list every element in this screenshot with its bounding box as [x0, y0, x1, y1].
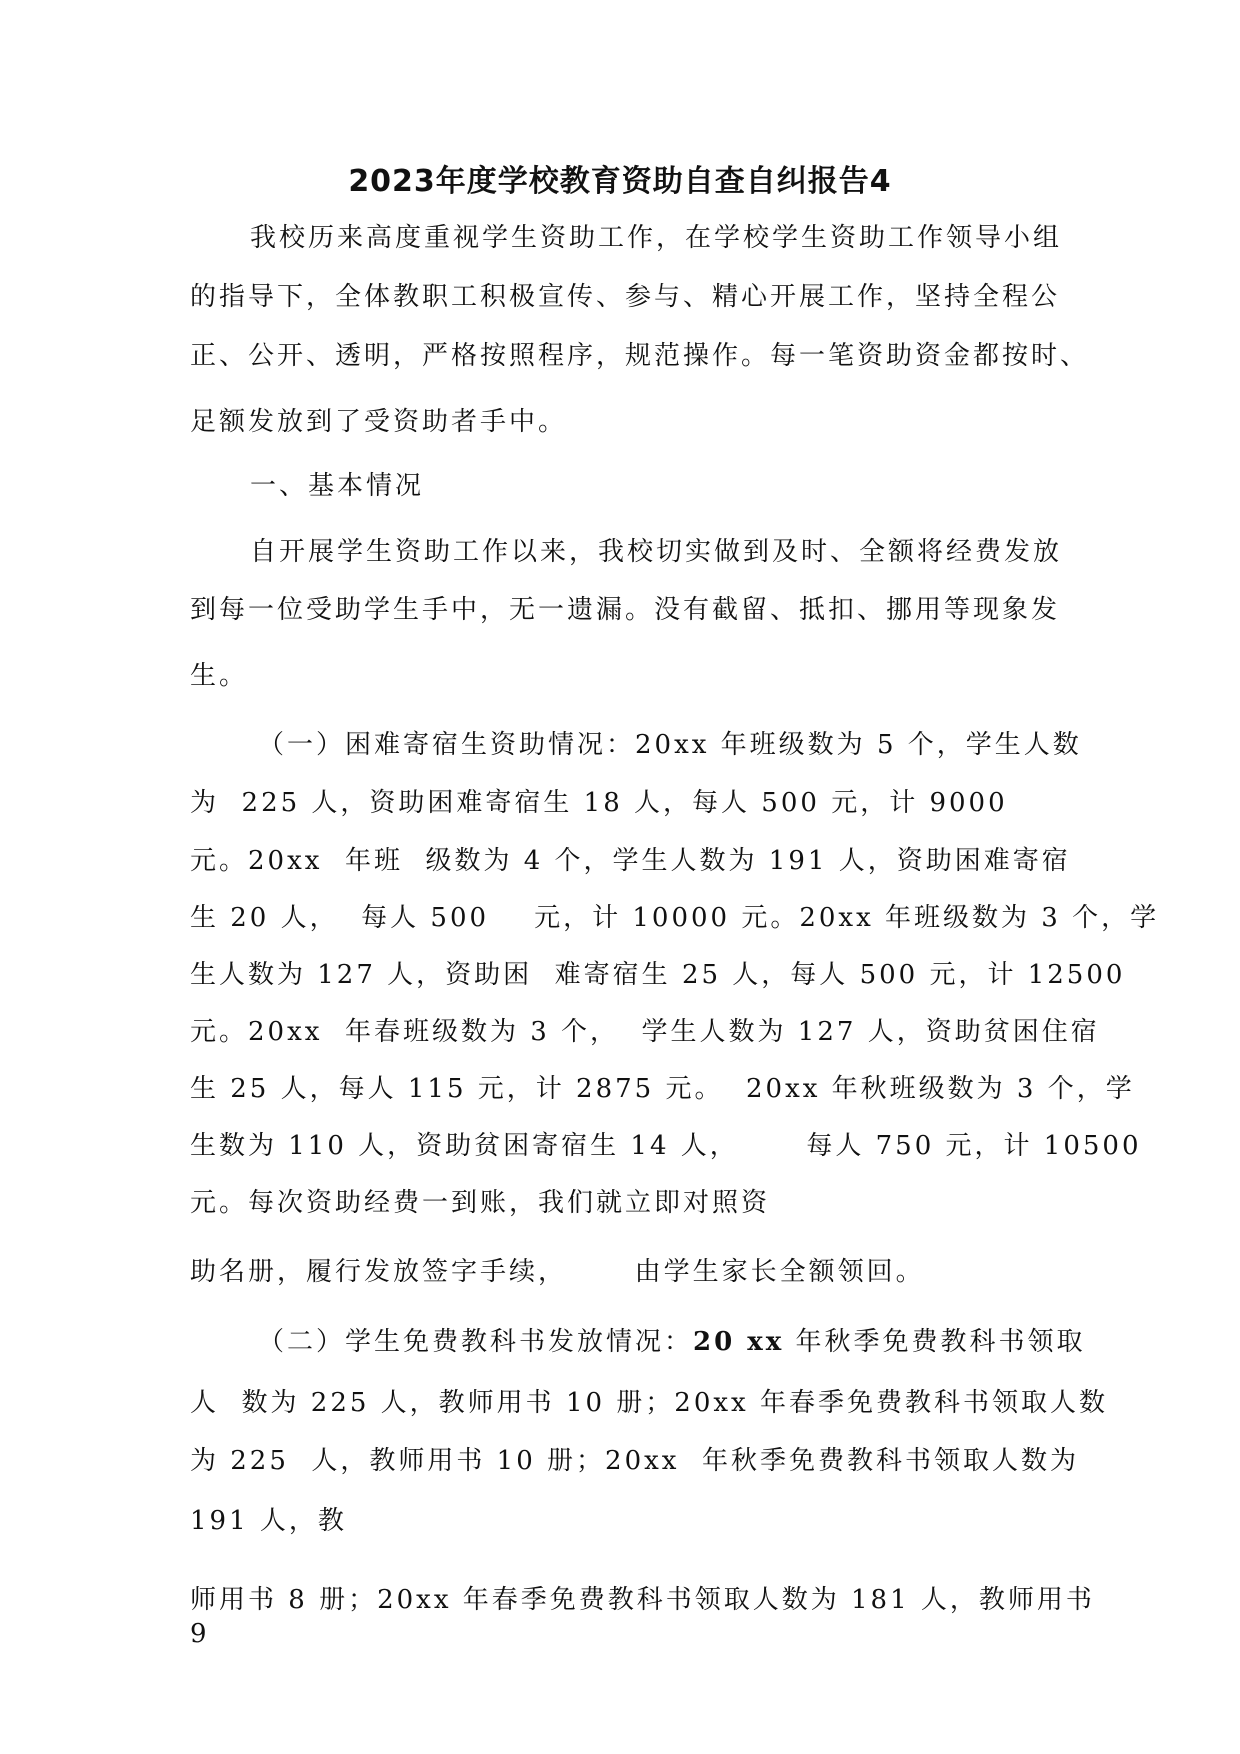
paragraph-line — [258, 1326, 1086, 1358]
paragraph-line: 9 — [190, 1619, 210, 1649]
paragraph-line: 足额发放到了受资助者手中。 — [190, 407, 568, 437]
paragraph-line: 元。每次资助经费一到账，我们就立即对照资 — [190, 1188, 771, 1218]
paragraph-line: 自开展学生资助工作以来，我校切实做到及时、全额将经费发放 — [250, 537, 1063, 567]
paragraph-line: 为 225 人，教师用书 10 册；20xx 年秋季免费教科书领取人数为 — [190, 1446, 1079, 1476]
paragraph-line: 师用书 8 册；20xx 年春季免费教科书领取人数为 181 人，教师用书 — [190, 1585, 1095, 1615]
paragraph-line: 我校历来高度重视学生资助工作，在学校学生资助工作领导小组 — [250, 223, 1063, 253]
paragraph-line: 元。20xx 年春班级数为 3 个， 学生人数为 127 人，资助贫困住宿 — [190, 1017, 1100, 1047]
paragraph-line: 正、公开、透明，严格按照程序，规范操作。每一笔资助资金都按时、 — [190, 341, 1090, 371]
bold-year: 20 xx — [693, 1327, 785, 1357]
subsection-label: （二）学生免费教科书发放情况： — [258, 1327, 694, 1357]
paragraph-line: 191 人，教 — [190, 1506, 347, 1536]
paragraph-line: 生。 — [190, 661, 249, 691]
paragraph-line: （一）困难寄宿生资助情况：20xx 年班级数为 5 个，学生人数 — [258, 730, 1082, 760]
paragraph-line: 生数为 110 人，资助贫困寄宿生 14 人， 每人 750 元，计 10500 — [190, 1131, 1142, 1161]
paragraph-line: 到每一位受助学生手中，无一遗漏。没有截留、抵扣、挪用等现象发 — [190, 595, 1061, 625]
document-title: 2023年度学校教育资助自查自纠报告4 — [348, 164, 892, 199]
paragraph-line: 人 数为 225 人，教师用书 10 册；20xx 年春季免费教科书领取人数 — [190, 1388, 1108, 1418]
line-continuation: 年秋季免费教科书领取 — [784, 1327, 1086, 1357]
paragraph-line: 生 20 人， 每人 500 元，计 10000 元。20xx 年班级数为 3 个，学 — [190, 903, 1160, 933]
paragraph-line: 生 25 人，每人 115 元，计 2875 元。 20xx 年秋班级数为 3 个，学 — [190, 1074, 1135, 1104]
paragraph-line: 生人数为 127 人，资助困 难寄宿生 25 人，每人 500 元，计 12500 — [190, 960, 1126, 990]
paragraph-line: 的指导下，全体教职工积极宣传、参与、精心开展工作，坚持全程公 — [190, 282, 1061, 312]
section-heading: 一、基本情况 — [250, 471, 425, 501]
paragraph-line: 助名册，履行发放签字手续， 由学生家长全额领回。 — [190, 1257, 925, 1287]
paragraph-line: 元。20xx 年班 级数为 4 个，学生人数为 191 人，资助困难寄宿 — [190, 846, 1071, 876]
paragraph-line: 为 225 人，资助困难寄宿生 18 人，每人 500 元，计 9000 — [190, 788, 1008, 818]
